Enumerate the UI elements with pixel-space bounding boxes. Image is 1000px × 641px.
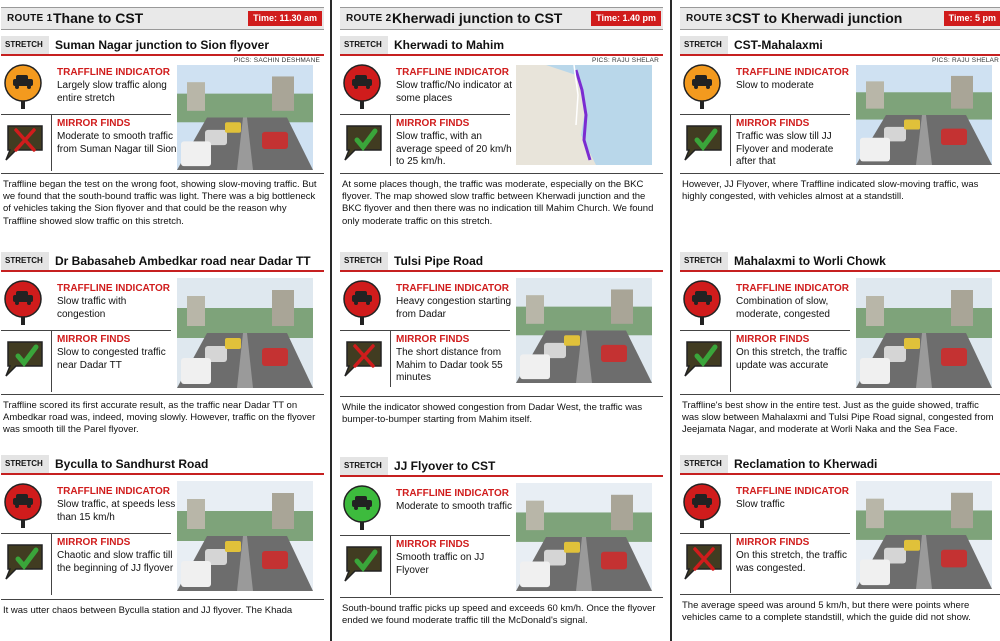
- stretch-name: Kherwadi to Mahim: [394, 38, 505, 52]
- route-title: Kherwadi junction to CST: [392, 10, 563, 26]
- route-header: [340, 7, 663, 30]
- finds-text: On this stretch, the traffic update was accurate: [736, 347, 847, 371]
- indicator-title: TRAFFLINE INDICATOR: [736, 486, 849, 497]
- stretch-section: [1, 252, 324, 440]
- stretch-label: STRETCH: [340, 36, 388, 54]
- indicator-text: Heavy congestion starting from Dadar: [396, 296, 512, 320]
- traffic-photo: [177, 481, 313, 591]
- route-label: ROUTE 2: [346, 13, 392, 24]
- finds-title: MIRROR FINDS: [396, 539, 470, 550]
- stretch-section: [1, 455, 324, 641]
- divider: [680, 173, 1000, 174]
- stretch-paragraph: South-bound traffic picks up speed and exceeds 60 km/h. Once the flyover ended we found moderate traffic till the McDonald's signal.: [342, 603, 656, 627]
- stretch-header: [340, 252, 663, 272]
- divider: [680, 330, 850, 331]
- route-column-2: [340, 0, 663, 641]
- stretch-section: [340, 457, 663, 641]
- traffic-light-icon: [343, 64, 381, 109]
- stretch-header: [680, 36, 1000, 56]
- finds-text: Slow to congested traffic near Dadar TT: [57, 347, 166, 371]
- divider: [340, 114, 510, 115]
- divider: [340, 173, 663, 174]
- route-header: [680, 7, 1000, 30]
- traffic-light-icon: [4, 280, 42, 325]
- cross-mark-icon: [2, 120, 46, 162]
- stretch-header: [340, 457, 663, 477]
- traffic-light-icon: [343, 280, 381, 325]
- traffic-light-icon: [683, 483, 721, 528]
- divider: [340, 597, 663, 598]
- photo-credit: PICS: RAJU SHELAR: [932, 57, 999, 64]
- stretch-label: STRETCH: [680, 252, 728, 270]
- stretch-paragraph: Traffline began the test on the wrong foot, showing slow-moving traffic. But we found that the south-bound traffic was light. There was a big bottleneck of vehicles taking the Sion flyover and that could be the reason why Traffline showed slow traffic on this stretch.: [3, 179, 317, 227]
- stretch-label: STRETCH: [340, 252, 388, 270]
- divider: [1, 330, 171, 331]
- check-mark-icon: [2, 336, 46, 378]
- traffic-light-icon: [683, 280, 721, 325]
- indicator-text: Slow to moderate: [736, 80, 814, 91]
- indicator-text: Slow traffic, at speeds less than 15 km/h: [57, 499, 176, 523]
- traffic-light-icon: [4, 64, 42, 109]
- divider: [680, 533, 850, 534]
- divider: [51, 330, 52, 392]
- stretch-name: CST-Mahalaxmi: [734, 38, 823, 52]
- divider: [1, 599, 324, 600]
- divider: [730, 330, 731, 392]
- divider: [1, 114, 171, 115]
- stretch-label: STRETCH: [1, 455, 49, 473]
- indicator-text: Combination of slow, moderate, congested: [736, 296, 830, 320]
- divider: [680, 594, 1000, 595]
- stretch-label: STRETCH: [680, 455, 728, 473]
- indicator-title: TRAFFLINE INDICATOR: [736, 283, 849, 294]
- route-title: CST to Kherwadi junction: [732, 10, 903, 26]
- indicator-title: TRAFFLINE INDICATOR: [396, 283, 509, 294]
- stretch-name: Suman Nagar junction to Sion flyover: [55, 38, 270, 52]
- traffic-photo: [516, 278, 652, 383]
- stretch-header: [1, 36, 324, 56]
- stretch-name: Dr Babasaheb Ambedkar road near Dadar TT: [55, 254, 311, 268]
- finds-title: MIRROR FINDS: [396, 334, 470, 345]
- indicator-text: Slow traffic/No indicator at some places: [396, 80, 512, 104]
- route-time-badge: Time: 1.40 pm: [591, 11, 661, 26]
- check-mark-icon: [341, 120, 385, 162]
- stretch-name: JJ Flyover to CST: [394, 459, 496, 473]
- indicator-title: TRAFFLINE INDICATOR: [57, 486, 170, 497]
- finds-text: Chaotic and slow traffic till the beginning of JJ flyover: [57, 550, 174, 574]
- route-map-image: [516, 65, 652, 165]
- check-mark-icon: [2, 539, 46, 581]
- stretch-section: [1, 36, 324, 227]
- indicator-title: TRAFFLINE INDICATOR: [57, 67, 170, 78]
- traffic-light-icon: [4, 483, 42, 528]
- stretch-header: [680, 455, 1000, 475]
- finds-title: MIRROR FINDS: [57, 334, 131, 345]
- indicator-text: Moderate to smooth traffic: [396, 501, 512, 512]
- check-mark-icon: [681, 336, 725, 378]
- divider: [730, 533, 731, 593]
- stretch-paragraph: While the indicator showed congestion from Dadar West, the traffic was bumper-to-bumper starting from Mahim itself.: [342, 402, 643, 426]
- traffic-photo: [177, 278, 313, 388]
- stretch-paragraph: It was utter chaos between Byculla station and JJ flyover. The Khada: [3, 605, 293, 616]
- stretch-paragraph: Traffline scored its first accurate result, as the traffic near Dadar TT on Ambedkar road was, indeed, moving slowly. However, traffic on the flyover was smooth till the Parel flyover.: [3, 400, 316, 436]
- stretch-label: STRETCH: [340, 457, 388, 475]
- check-mark-icon: [681, 120, 725, 162]
- stretch-label: STRETCH: [1, 252, 49, 270]
- finds-title: MIRROR FINDS: [396, 118, 470, 129]
- stretch-name: Byculla to Sandhurst Road: [55, 457, 209, 471]
- divider: [730, 114, 731, 166]
- finds-title: MIRROR FINDS: [736, 118, 810, 129]
- finds-text: Slow traffic, with an average speed of 20 km/h to 25 km/h.: [396, 131, 512, 167]
- traffic-photo: [856, 65, 992, 165]
- stretch-name: Tulsi Pipe Road: [394, 254, 484, 268]
- traffic-photo: [856, 278, 992, 388]
- route-header: [1, 7, 324, 30]
- divider: [340, 535, 510, 536]
- traffic-photo: [516, 483, 652, 591]
- divider: [340, 396, 663, 397]
- finds-text: Traffic was slow till JJ Flyover and moderate after that: [736, 131, 834, 167]
- stretch-header: [1, 455, 324, 475]
- finds-text: Smooth traffic on JJ Flyover: [396, 552, 485, 576]
- divider: [340, 330, 510, 331]
- finds-title: MIRROR FINDS: [736, 537, 810, 548]
- route-time-badge: Time: 11.30 am: [248, 11, 322, 26]
- divider: [680, 114, 850, 115]
- stretch-name: Reclamation to Kherwadi: [734, 457, 878, 471]
- stretch-label: STRETCH: [1, 36, 49, 54]
- photo-credit: PICS: SACHIN DESHMANE: [233, 57, 320, 64]
- stretch-header: [680, 252, 1000, 272]
- stretch-paragraph: Traffline's best show in the entire test. Just as the guide showed, traffic was slow between Mahalaxmi and Tulsi Pipe Road signal, congested from Jeejamata Nagar, and moderate at Worli Naka and the Sea Face.: [682, 400, 994, 436]
- finds-title: MIRROR FINDS: [736, 334, 810, 345]
- finds-title: MIRROR FINDS: [57, 118, 131, 129]
- stretch-section: [680, 36, 1000, 219]
- finds-text: The short distance from Mahim to Dadar took 55 minutes: [396, 347, 503, 383]
- divider: [1, 173, 324, 174]
- finds-title: MIRROR FINDS: [57, 537, 131, 548]
- stretch-header: [340, 36, 663, 56]
- finds-text: Moderate to smooth traffic from Suman Nagar till Sion: [57, 131, 177, 155]
- divider: [1, 394, 324, 395]
- route-title: Thane to CST: [53, 10, 144, 26]
- finds-text: On this stretch, the traffic was congested.: [736, 550, 847, 574]
- divider: [1, 533, 171, 534]
- indicator-text: Largely slow traffic along entire stretch: [57, 80, 167, 104]
- stretch-section: [340, 36, 663, 227]
- divider: [390, 535, 391, 595]
- stretch-section: [340, 252, 663, 442]
- stretch-label: STRETCH: [680, 36, 728, 54]
- indicator-text: Slow traffic: [736, 499, 785, 510]
- route-column-3: [680, 0, 1000, 641]
- divider: [680, 394, 1000, 395]
- route-label: ROUTE 3: [686, 13, 732, 24]
- divider: [390, 114, 391, 166]
- stretch-paragraph: However, JJ Flyover, where Traffline indicated slow-moving traffic, was highly congested, with vehicles almost at a standstill.: [682, 179, 979, 203]
- check-mark-icon: [341, 541, 385, 583]
- indicator-title: TRAFFLINE INDICATOR: [736, 67, 849, 78]
- traffic-light-icon: [343, 485, 381, 530]
- stretch-paragraph: The average speed was around 5 km/h, but there were points where vehicles came to a complete standstill, which the guide did not show.: [682, 600, 971, 624]
- route-column-1: [1, 0, 324, 641]
- indicator-title: TRAFFLINE INDICATOR: [396, 67, 509, 78]
- traffic-photo: [177, 65, 313, 170]
- stretch-paragraph: At some places though, the traffic was moderate, especially on the BKC flyover. The map showed slow traffic between Kherwadi junction and the BKC flyover and then there was no indication till Mahim Church. We found only moderate traffic on this stretch.: [342, 179, 654, 227]
- stretch-section: [680, 252, 1000, 440]
- indicator-title: TRAFFLINE INDICATOR: [396, 488, 509, 499]
- indicator-title: TRAFFLINE INDICATOR: [57, 283, 170, 294]
- photo-credit: PICS: RAJU SHELAR: [592, 57, 659, 64]
- divider: [51, 114, 52, 171]
- divider: [390, 330, 391, 387]
- divider: [51, 533, 52, 595]
- route-label: ROUTE 1: [7, 13, 53, 24]
- traffic-photo: [856, 481, 992, 589]
- cross-mark-icon: [681, 539, 725, 581]
- stretch-header: [1, 252, 324, 272]
- stretch-section: [680, 455, 1000, 640]
- indicator-text: Slow traffic with congestion: [57, 296, 127, 320]
- traffic-light-icon: [683, 64, 721, 109]
- stretch-name: Mahalaxmi to Worli Chowk: [734, 254, 886, 268]
- cross-mark-icon: [341, 336, 385, 378]
- route-time-badge: Time: 5 pm: [944, 11, 1000, 26]
